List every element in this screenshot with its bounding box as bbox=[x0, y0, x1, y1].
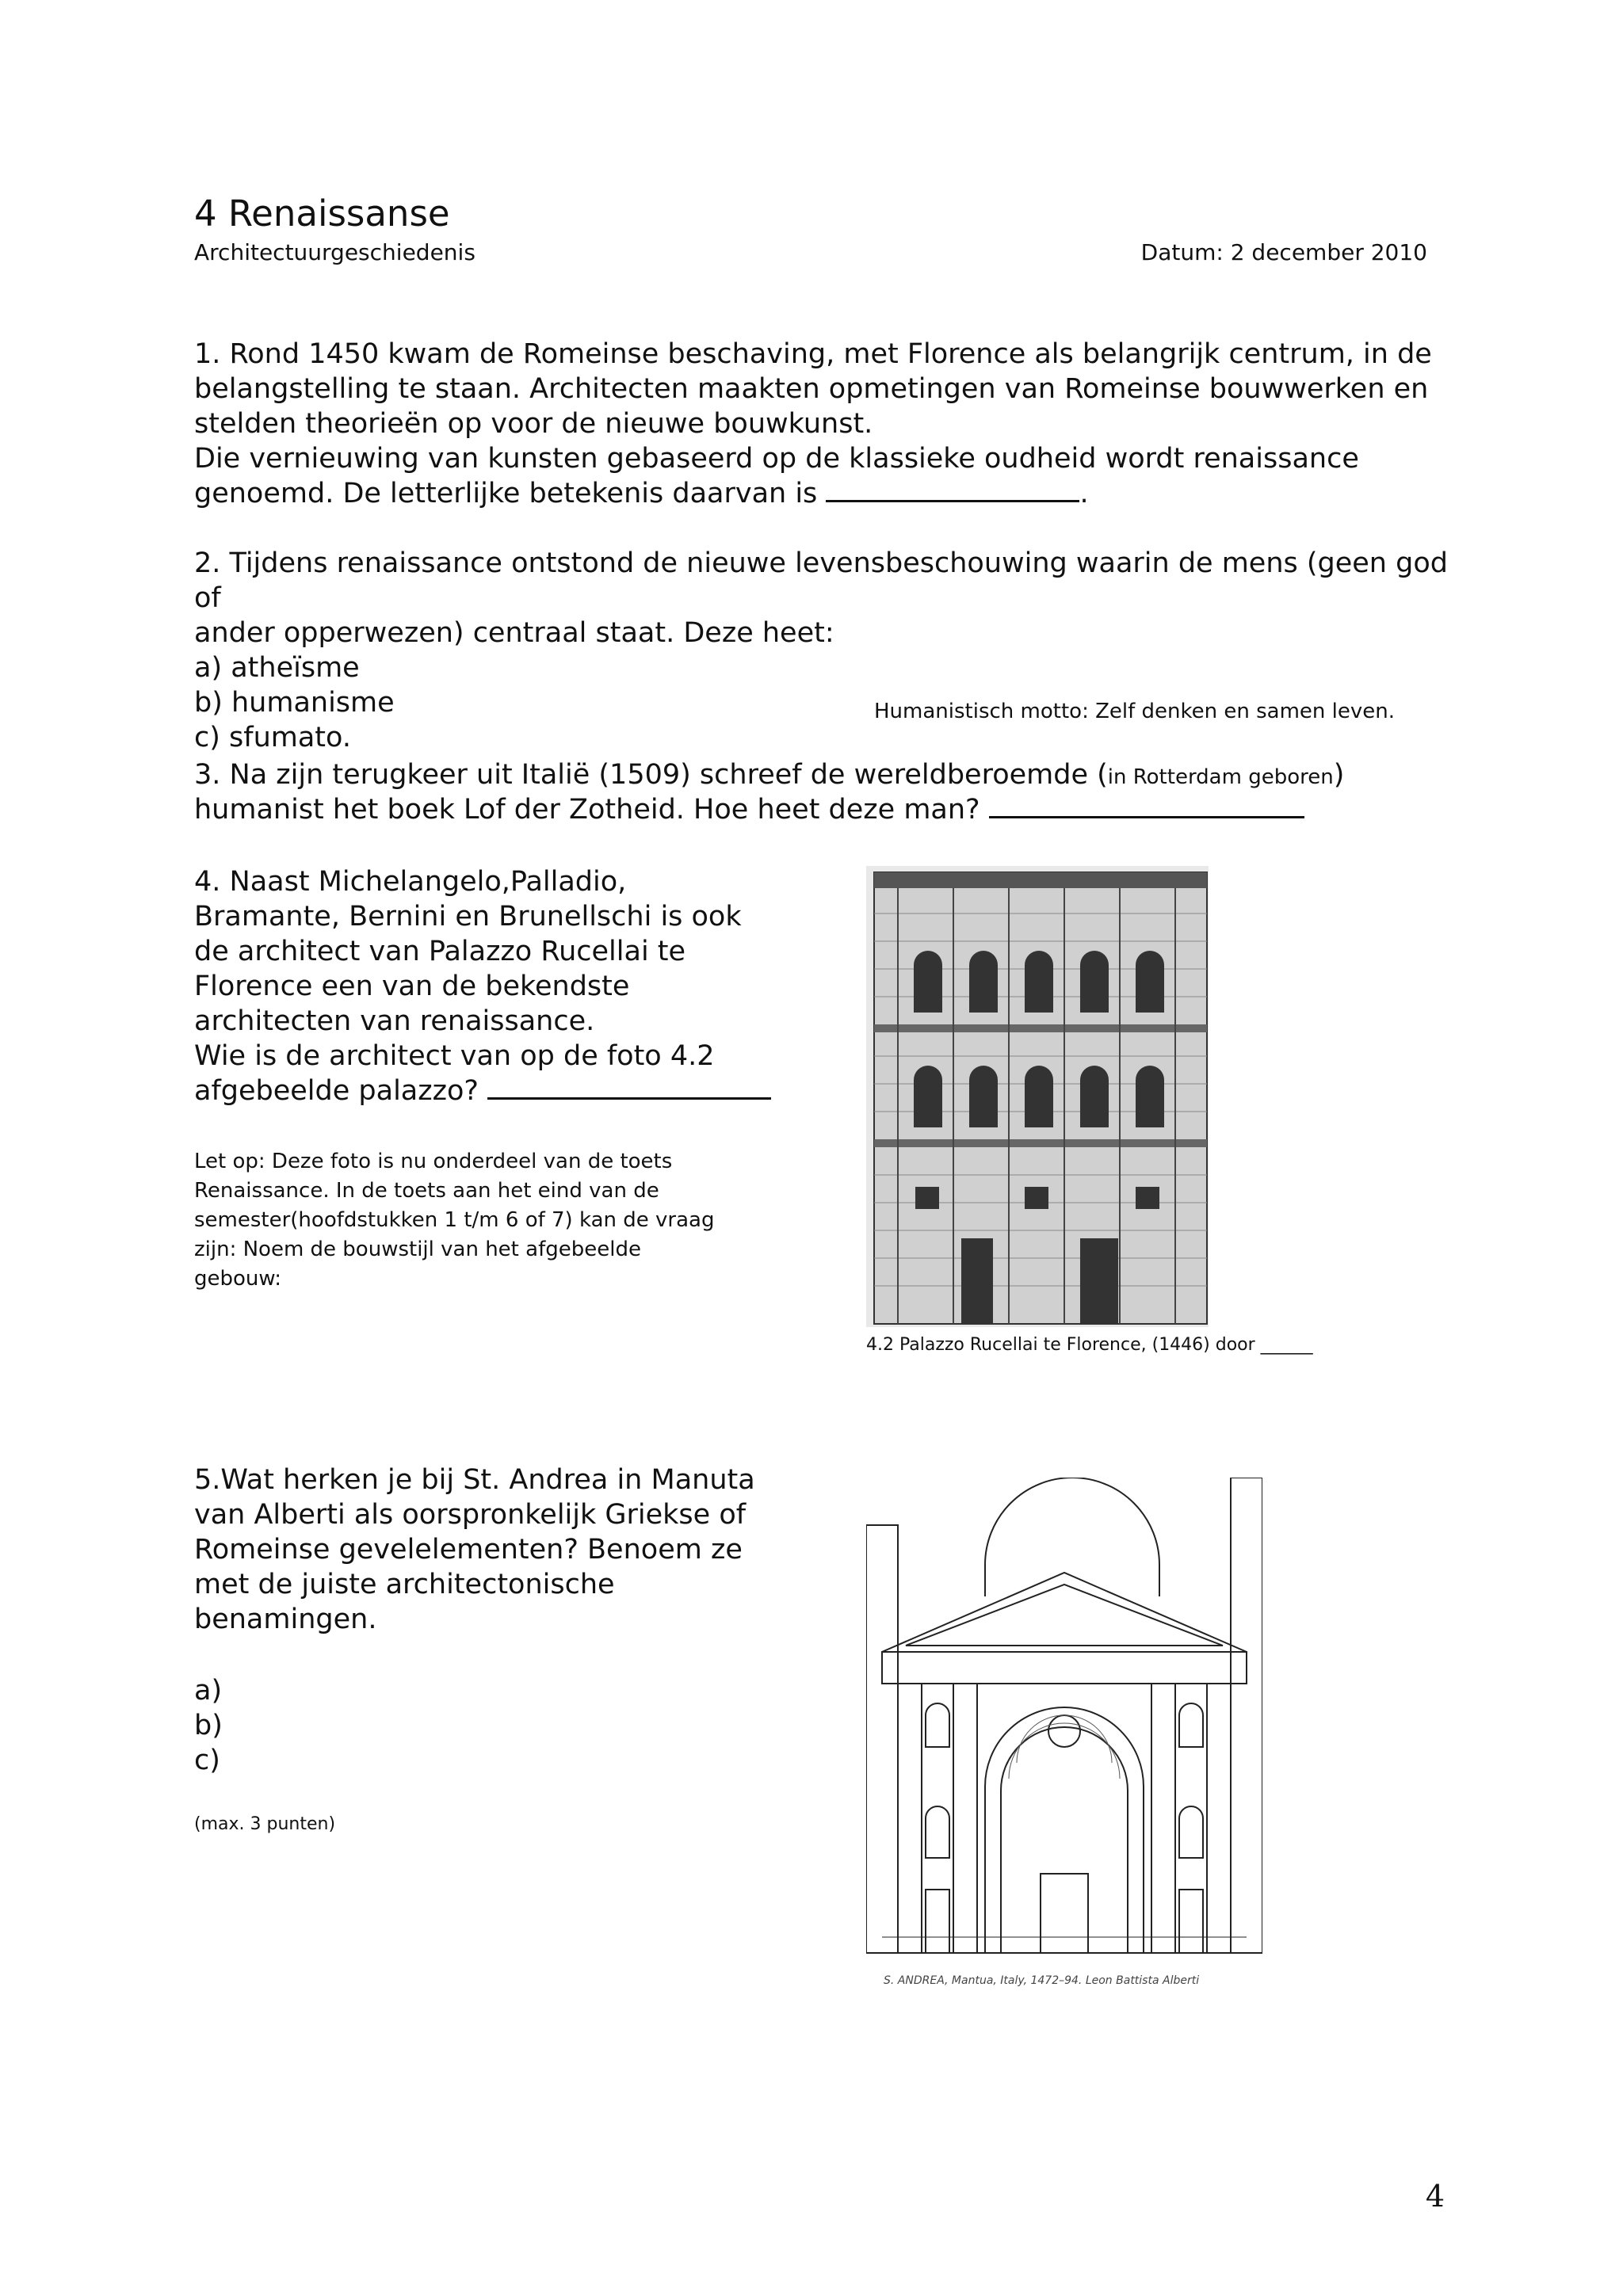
q3-line: humanist het boek Lof der Zotheid. Hoe heet deze man? bbox=[194, 792, 1462, 827]
q3-line: 3. Na zijn terugkeer uit Italië (1509) schreef de wereldberoemde (in Rotterdam geboren) bbox=[194, 759, 1345, 791]
humanist-motto: Humanistisch motto: Zelf denken en samen leven. bbox=[874, 700, 1396, 723]
q1-line: stelden theorieën op voor de nieuwe bouwkunst. bbox=[194, 408, 873, 440]
st-andrea-drawing bbox=[866, 1478, 1262, 1962]
q2-option-a: a) atheïsme bbox=[194, 652, 360, 684]
q5-line: benamingen. bbox=[194, 1604, 377, 1635]
q5-line: Romeinse gevelelementen? Benoem ze bbox=[194, 1534, 743, 1566]
page-title: 4 Renaissanse bbox=[194, 193, 450, 235]
q5-answer-b: b) bbox=[194, 1710, 223, 1741]
page-number: 4 bbox=[1425, 2179, 1445, 2214]
q2-option-c: c) sfumato. bbox=[194, 722, 351, 753]
q5-answer-c: c) bbox=[194, 1745, 220, 1776]
q4-line: Florence een van de bekendste bbox=[194, 971, 630, 1002]
q5-answer-a: a) bbox=[194, 1675, 223, 1707]
question-4 bbox=[194, 864, 828, 1108]
q5-line: met de juiste architectonische bbox=[194, 1569, 615, 1600]
q2-line: 2. Tijdens renaissance ontstond de nieuwe levensbeschouwing waarin de mens (geen god of bbox=[194, 547, 1448, 614]
q4-note: Let op: Deze foto is nu onderdeel van de toets Renaissance. In de toets aan het eind van de semester(hoofdstukken 1 t/m 6 of 7) kan de vraag zijn: Noem de bouwstijl van het afgebeelde gebouw: bbox=[194, 1150, 715, 1291]
q2-line: ander opperwezen) centraal staat. Deze heet: bbox=[194, 617, 834, 649]
q4-line: architecten van renaissance. bbox=[194, 1005, 595, 1037]
q5-line: van Alberti als oorspronkelijk Griekse of bbox=[194, 1499, 747, 1531]
subject-label: Architectuurgeschiedenis bbox=[194, 239, 475, 265]
q1-line: 1. Rond 1450 kwam de Romeinse beschaving, met Florence als belangrijk centrum, in de bbox=[194, 338, 1432, 370]
figure-caption-st-andrea: S. ANDREA, Mantua, Italy, 1472–94. Leon Battista Alberti bbox=[884, 1974, 1200, 1987]
question-5 bbox=[194, 1463, 828, 1637]
answer-blank[interactable] bbox=[826, 494, 1079, 502]
q5-answers bbox=[194, 1673, 223, 1778]
date-label: Datum: 2 december 2010 bbox=[1140, 239, 1427, 265]
answer-blank[interactable] bbox=[989, 810, 1304, 818]
q4-line: 4. Naast Michelangelo,Palladio, bbox=[194, 866, 627, 898]
q4-line: de architect van Palazzo Rucellai te bbox=[194, 936, 686, 967]
palazzo-rucellai-image bbox=[866, 866, 1209, 1327]
question-1 bbox=[194, 337, 1462, 511]
figure-caption-4-2: 4.2 Palazzo Rucellai te Florence, (1446) door ______ bbox=[866, 1335, 1313, 1355]
q4-line: Wie is de architect van op de foto 4.2 bbox=[194, 1040, 715, 1072]
question-3 bbox=[194, 757, 1462, 827]
q4-line: Bramante, Bernini en Brunellschi is ook bbox=[194, 901, 742, 933]
q2-option-b: b) humanisme bbox=[194, 687, 395, 719]
q1-line: belangstelling te staan. Architecten maakten opmetingen van Romeinse bouwwerken en bbox=[194, 373, 1429, 405]
max-points: (max. 3 punten) bbox=[194, 1814, 336, 1834]
q1-line: Die vernieuwing van kunsten gebaseerd op de klassieke oudheid wordt renaissance bbox=[194, 443, 1359, 475]
q1-last-line: genoemd. De letterlijke betekenis daarvan is . bbox=[194, 478, 1089, 509]
q5-line: 5.Wat herken je bij St. Andrea in Manuta bbox=[194, 1464, 755, 1496]
answer-blank[interactable] bbox=[487, 1092, 771, 1100]
q4-last-line: afgebeelde palazzo? bbox=[194, 1074, 828, 1108]
